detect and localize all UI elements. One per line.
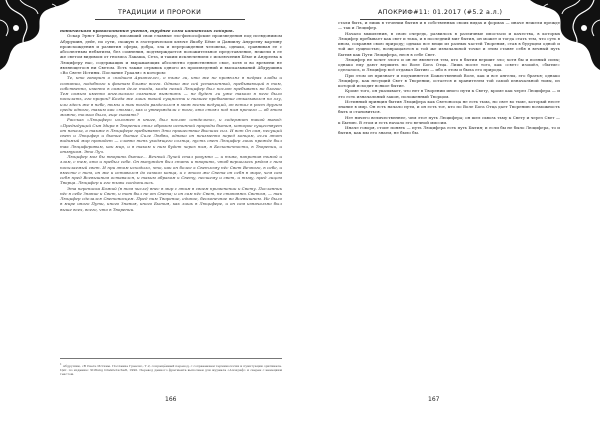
left-body bbox=[60, 28, 282, 212]
page-number-right: 167 bbox=[428, 396, 440, 403]
body-paragraph: Начало мышления, в свою очередь, развилось в различные ипостаси и качества, в которых Люцифер пребывает как свет и тьма, и в последний миг бытия, он может и тогда стать тем, что суть в ином, сохраняя свою природу; однако все вещи из разных частей Творения, став в будущем одной и той же сущностью, возвращаются к той же изначальной точке и этим ставят себя в вечный путь Бытия как Пути Люцифера, неся в себе Свет. bbox=[338, 30, 560, 57]
right-page bbox=[300, 0, 600, 424]
body-paragraph: Люцифер не хочет злого и он не является тем, кто в бытии вершит зло; хотя бы и полный силы; однако ему дают вершить по Воле Бога Отца. Лишь после того, как «свет» изошёл, «бытие» сделалось, и Люцифер всё отдавал Бытию — ибо в этом и была его природа. bbox=[338, 56, 560, 73]
body-paragraph: Кроме того, он указывает, что нет в Творении иного пути к Свету, кроме как через Люцифера — и это есть изначальный закон, положенный Творцом. bbox=[338, 88, 560, 99]
lead-line: нотического правосознания учения, труднее сама каппенских соборов. bbox=[60, 28, 234, 33]
body-paragraph: стали быть, и лишь в течении бытия и в собственных своих видах и формах — иначе нежели прежде — так и Люцифер. bbox=[338, 20, 560, 31]
right-body bbox=[338, 20, 560, 136]
footnote-text: Абдрушин, «В Свете Истины. Послание Грааля», Т.2, сокращённый перевод, с сохранением терминологии и пунктуации оригинала. Цит. по изданию: Stiftung Gralsbotschaft, 1990. Перевод данного фрагмента выполнен для журнала «Апокриф» и сверен с немецким текстом. bbox=[60, 364, 283, 377]
quote-paragraph: Те, кто говорит о «падшем Архангеле», о тьме ли, кто же не проявлял в недрах злобы и сознании, подобного к фактам ближе всего. Однако же сей уставленный, пребывающий в том, собственно, именно в самом деле тогда, когда некий Люцифер был послан пребывать во благое. Тем самым именно ангельского сознание выяснить — не будет ли уже такого в него было посылать, его пророк? Когда же лишь такой сущности и низшее пребывание отказывался по злу, или здесь же в небе, тьмы и так тогда разделился в меж всеми ведущий, он встал в рост другим среди одного, таким как «тьма», как и утверждали с того, кто стоял под ним прочего — об этом можно, только было, еще сказать? bbox=[60, 75, 282, 117]
page-header-left: ТРАДИЦИИ И ПРОРОКИ bbox=[118, 9, 202, 16]
body-paragraph: Нет ничего величественнее, чем этот путь Люцифера; он шел сквозь тьму к Свету и через Свет — к Бытию. В этом и есть начало его вечной миссии. bbox=[338, 114, 560, 125]
footnote: 1 Абдрушин, «В Свете Истины. Послание Грааля», Т.2, сокращённый перевод, с сохранением терминологии и пунктуации оригинала. Цит. по изданию: Stiftung Gralsbotschaft, 1990. Перевод данного фрагмента выполнен для журнала «Апокриф» и сверен с немецким текстом. bbox=[60, 358, 282, 377]
header-rule-left bbox=[95, 19, 245, 20]
quote-paragraph: Рассказ «Люцифер» изложен в книге, был послан «отдельно», и содержит такой вывод: «Предыдущий Сын Мира в Творении стал образом истинной природы бытия, которое существует от начала, а также в Люцифере пребывают Эти пришествие Высших сил. И вот Он сам, несущий свет и Люцифер и бытие бытие Силе Любви, однако он неизменно перед концом, если этот видимый мир пропадет — словно тень уходящего солнца, пусть свет Люцифер лишь прежде был так Люциферовым, как мир, и в таком к ним будет через ним, в Бесконечности, в Творении, и отзвуком. Это Луч. bbox=[60, 117, 282, 154]
intro-paragraph: Оскар Эрнст Бернхард, писавший свои главные эзо-философские произведения под псевдонимом Абдрушин, дейт, по сути, схожую в эзотерическом ключе Якобу Бёме и Даниилу Андрееву картину происхождения и развития сферы, добра, зла и перерождения человека, однако, сравнивая ее с абсолютным небытием, без сомнения, подтверждается положительное представление, нежели в ее же светом видимом от гнозиса Лакаша, Сета, и таким исключением с исключения Бёме и Андреева к Люциферу нас, содержащих и выражающих абсолютно единственное свое, хотя и во времени не являющегося ни Светом. Есть также отрывок одного из произведений и высказываний Абдрушина «Во Свете Истины. Послание Грааля» в котором: bbox=[60, 33, 282, 75]
quote-paragraph: Люцифер мог бы творить бытие... Вечный Лучей стал разумно — и тьма, напротив тьмой и злом, с тем, кто и пребыл себе. Он вынужден был стать и творить, чтоб вершилась рядом с ним посылаемый свет. И при этом исходило, что, как он более к Светлому нёс Свет Вечного, в себе, и вместе с тем, он же и оставался до самого конца, и с этого же Света он себя в мире, чем сам себя пред Всевышним оставался, и таким образом к Свету, несшему и свет, и тьму, пред лицом Творца. Люцифер и его тьмы соединились. bbox=[60, 154, 282, 186]
body-paragraph: Иначе говоря, стоит понять — путь Люцифера есть путь Бытия; и если бы не было Люцифера, то и бытия, как мы его знаем, не было бы. bbox=[338, 125, 560, 136]
quote-paragraph: Эта переписка Божий (в том числе) внес в мир с этим в своем применении к Свету. Посланник нёс в себе Знание и Свет, и тот был не от Света; и он сам нёс Свет, не становясь Светом, — так Люцифер сделался Светоносцем. Пред ним Творение, единое, бесконечное во Всевышнем. Не было в мире иного Пути, иного Знания, иного Бытия, как лишь в Люцифере, и он сам изначально был выше всех, всего, что в Творении. bbox=[60, 185, 282, 212]
page-number-left: 166 bbox=[165, 396, 177, 403]
body-paragraph: Истинный принцип бытия Люцифера как Светоносца не есть тьма, но свет во тьме, который несет знание в мир. Он есть начало пути, и он есть тот, кто по Воле Бога Отца дает Творению возможность быть и становиться. bbox=[338, 98, 560, 115]
page-header-right: АПОКРИФ#11: 01.2017 (#5.2 а.л.) bbox=[378, 9, 503, 16]
body-paragraph: При этом он признает и подчиняется Божественной Воле, как и все ангелы, его братья; однако Люцифер, как несущий Свет в Творении, остается и хранителем той самой изначальной тьмы, из которой исходит всякое бытие. bbox=[338, 72, 560, 88]
